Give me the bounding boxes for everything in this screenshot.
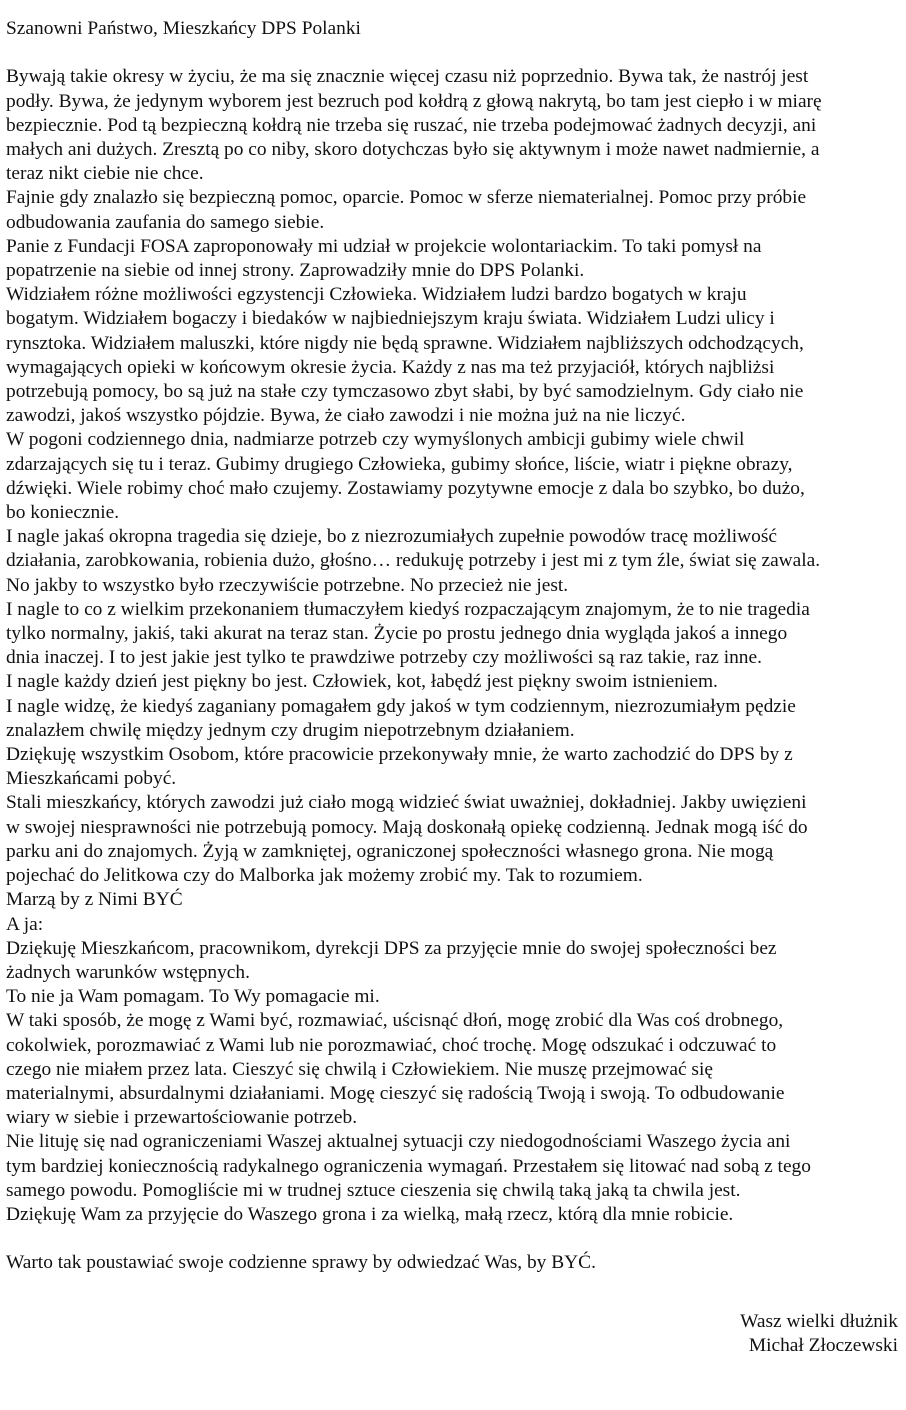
paragraph-line: teraz nikt ciebie nie chce. bbox=[6, 163, 204, 185]
signature-line-1: Wasz wielki dłużnik bbox=[740, 1311, 898, 1332]
paragraph-line: bezpiecznie. Pod tą bezpieczną kołdrą nie trzeba się ruszać, nie trzeba podejmować żadnych decyzji, ani bbox=[6, 114, 817, 136]
paragraph-line: Dziękuję Wam za przyjęcie do Waszego grona i za wielką, małą rzecz, którą dla mnie robicie. bbox=[6, 1203, 734, 1225]
paragraph-line: Bywają takie okresy w życiu, że ma się znacznie więcej czasu niż poprzednio. Bywa tak, że nastrój jest bbox=[6, 66, 809, 88]
letter-paragraph bbox=[6, 1009, 902, 1130]
paragraph-line: I nagle widzę, że kiedyś zaganiany pomagałem gdy jakoś w tym codziennym, niezrozumiałym pędzie bbox=[6, 695, 796, 717]
paragraph-line: samego powodu. Pomogliście mi w trudnej sztuce cieszenia się chwilą taką jaką ta chwila jest. bbox=[6, 1179, 741, 1201]
paragraph-line: wiary w siebie i przewartościowanie potrzeb. bbox=[6, 1107, 358, 1129]
paragraph-line: Panie z Fundacji FOSA zaproponowały mi udział w projekcie wolontariackim. To taki pomysł na bbox=[6, 235, 762, 257]
letter-closing: Warto tak poustawiać swoje codzienne sprawy by odwiedzać Was, by BYĆ. bbox=[6, 1252, 596, 1274]
paragraph-line: W pogoni codziennego dnia, nadmiarze potrzeb czy wymyślonych ambicji gubimy wiele chwil bbox=[6, 429, 745, 451]
paragraph-line: materialnymi, absurdalnymi działaniami. Mogę cieszyć się radością Twoją i swoją. To odbudowanie bbox=[6, 1082, 785, 1104]
paragraph-line: dźwięki. Wiele robimy choć mało czujemy. Zostawiamy pozytywne emocje z dala bo szybko, bo dużo, bbox=[6, 477, 805, 499]
paragraph-line: tym bardziej koniecznością radykalnego ograniczenia wymagań. Przestałem się litować nad sobą z tego bbox=[6, 1155, 811, 1177]
paragraph-line: I nagle to co z wielkim przekonaniem tłumaczyłem kiedyś rozpaczającym znajomym, że to nie tragedia bbox=[6, 598, 810, 620]
paragraph-line: czego nie miałem przez lata. Cieszyć się chwilą i Człowiekiem. Nie muszę przejmować się bbox=[6, 1058, 713, 1080]
letter-paragraph bbox=[6, 1130, 902, 1227]
paragraph-line: Fajnie gdy znalazło się bezpieczną pomoc, oparcie. Pomoc w sferze niematerialnej. Pomoc przy próbie bbox=[6, 187, 807, 209]
paragraph-line: w swojej niesprawności nie potrzebują pomocy. Mają doskonałą opiekę codzienną. Jednak mogą iść do bbox=[6, 816, 808, 838]
letter-paragraph bbox=[6, 695, 902, 743]
letter-paragraph bbox=[6, 186, 902, 234]
paragraph-line: Marzą by z Nimi BYĆ bbox=[6, 889, 183, 911]
paragraph-line: odbudowania zaufania do samego siebie. bbox=[6, 211, 325, 233]
letter-paragraph bbox=[6, 598, 902, 671]
paragraph-line: Dziękuję wszystkim Osobom, które pracowicie przekonywały mnie, że warto zachodzić do DPS by z bbox=[6, 744, 793, 766]
paragraph-line: dnia inaczej. I to jest jakie jest tylko te prawdziwe potrzeby czy możliwości są raz takie, raz inne. bbox=[6, 647, 762, 669]
letter-paragraph bbox=[6, 525, 902, 598]
paragraph-line: rynsztoka. Widziałem maluszki, które nigdy nie będą sprawne. Widziałem najbliższych odchodzących, bbox=[6, 332, 804, 354]
paragraph-line: W taki sposób, że mogę z Wami być, rozmawiać, uścisnąć dłoń, mogę zrobić dla Was coś drobnego, bbox=[6, 1010, 784, 1032]
paragraph-line: znalazłem chwilę między jednym czy drugim niepotrzebnym działaniem. bbox=[6, 719, 575, 741]
letter-paragraph bbox=[6, 235, 902, 283]
paragraph-line: Nie lituję się nad ograniczeniami Waszej aktualnej sytuacji czy niedogodnościami Waszego życia ani bbox=[6, 1131, 791, 1153]
paragraph-line: Dziękuję Mieszkańcom, pracownikom, dyrekcji DPS za przyjęcie mnie do swojej społeczności bez bbox=[6, 937, 777, 959]
letter-paragraph bbox=[6, 888, 902, 912]
letter-paragraph bbox=[6, 743, 902, 791]
letter-paragraph bbox=[6, 428, 902, 525]
paragraph-line: Mieszkańcami pobyć. bbox=[6, 768, 177, 790]
paragraph-line: tylko normalny, jakiś, taki akurat na teraz stan. Życie po prostu jednego dnia wygląda jakoś a innego bbox=[6, 623, 788, 645]
letter-signature bbox=[740, 1310, 898, 1358]
paragraph-line: bogatym. Widziałem bogaczy i biedaków w najbiedniejszym kraju świata. Widziałem Ludzi ulicy i bbox=[6, 308, 775, 330]
paragraph-line: popatrzenie na siebie od innej strony. Zaprowadziły mnie do DPS Polanki. bbox=[6, 260, 585, 282]
letter-paragraphs bbox=[6, 65, 902, 1227]
paragraph-line: parku ani do znajomych. Żyją w zamkniętej, ograniczonej społeczności własnego grona. Nie mogą bbox=[6, 840, 774, 862]
paragraph-line: I nagle każdy dzień jest piękny bo jest. Człowiek, kot, łabędź jest piękny swoim istnieniem. bbox=[6, 671, 718, 693]
paragraph-line: podły. Bywa, że jedynym wyborem jest bezruch pod kołdrą z głową nakrytą, bo tam jest ciepło i w miarę bbox=[6, 90, 822, 112]
paragraph-line: cokolwiek, porozmawiać z Wami lub nie porozmawiać, choć trochę. Mogę odszukać i odczuwać to bbox=[6, 1034, 777, 1056]
paragraph-line: potrzebują pomocy, bo są już na stałe czy tymczasowo zbyt słabi, by być samodzielnym. Gdy ciało nie bbox=[6, 381, 804, 403]
paragraph-line: No jakby to wszystko było rzeczywiście potrzebne. No przecież nie jest. bbox=[6, 574, 569, 596]
letter-paragraph bbox=[6, 791, 902, 888]
paragraph-line: Widziałem różne możliwości egzystencji Człowieka. Widziałem ludzi bardzo bogatych w kraju bbox=[6, 284, 747, 306]
paragraph-line: I nagle jakaś okropna tragedia się dzieje, bo z niezrozumiałych zupełnie powodów tracę możliwość bbox=[6, 526, 778, 548]
letter-paragraph bbox=[6, 985, 902, 1009]
letter-paragraph bbox=[6, 65, 902, 186]
paragraph-line: wymagających opieki w końcowym okresie życia. Każdy z nas ma też przyjaciół, których najbliżsi bbox=[6, 356, 775, 378]
letter-greeting: Szanowni Państwo, Mieszkańcy DPS Polanki bbox=[6, 18, 361, 39]
paragraph-line: pojechać do Jelitkowa czy do Malborka jak możemy zrobić my. Tak to rozumiem. bbox=[6, 865, 643, 887]
paragraph-line: zdarzających się tu i teraz. Gubimy drugiego Człowieka, gubimy słońce, liście, wiatr i piękne obrazy, bbox=[6, 453, 793, 475]
paragraph-line: małych ani dużych. Zresztą po co niby, skoro dotychczas było się aktywnym i może nawet nadmiernie, a bbox=[6, 139, 820, 160]
paragraph-line: działania, zarobkowania, robienia dużo, głośno… redukuję potrzeby i jest mi z tym źle, świat się zawala. bbox=[6, 550, 821, 572]
letter-paragraph bbox=[6, 283, 902, 428]
paragraph-line: zawodzi, jakoś wszystko pójdzie. Bywa, że ciało zawodzi i nie można już na nie liczyć. bbox=[6, 405, 686, 427]
paragraph-line: Stali mieszkańcy, których zawodzi już ciało mogą widzieć świat uważniej, dokładniej. Jakby uwięzieni bbox=[6, 792, 807, 814]
letter-paragraph bbox=[6, 670, 902, 694]
paragraph-line: bo koniecznie. bbox=[6, 502, 120, 524]
letter-paragraph bbox=[6, 937, 902, 985]
letter-paragraph bbox=[6, 913, 902, 937]
paragraph-line: To nie ja Wam pomagam. To Wy pomagacie mi. bbox=[6, 986, 380, 1008]
paragraph-line: żadnych warunków wstępnych. bbox=[6, 961, 250, 983]
letter-body bbox=[6, 17, 902, 1276]
signature-name: Michał Złoczewski bbox=[748, 1335, 898, 1357]
paragraph-line: A ja: bbox=[6, 913, 44, 935]
